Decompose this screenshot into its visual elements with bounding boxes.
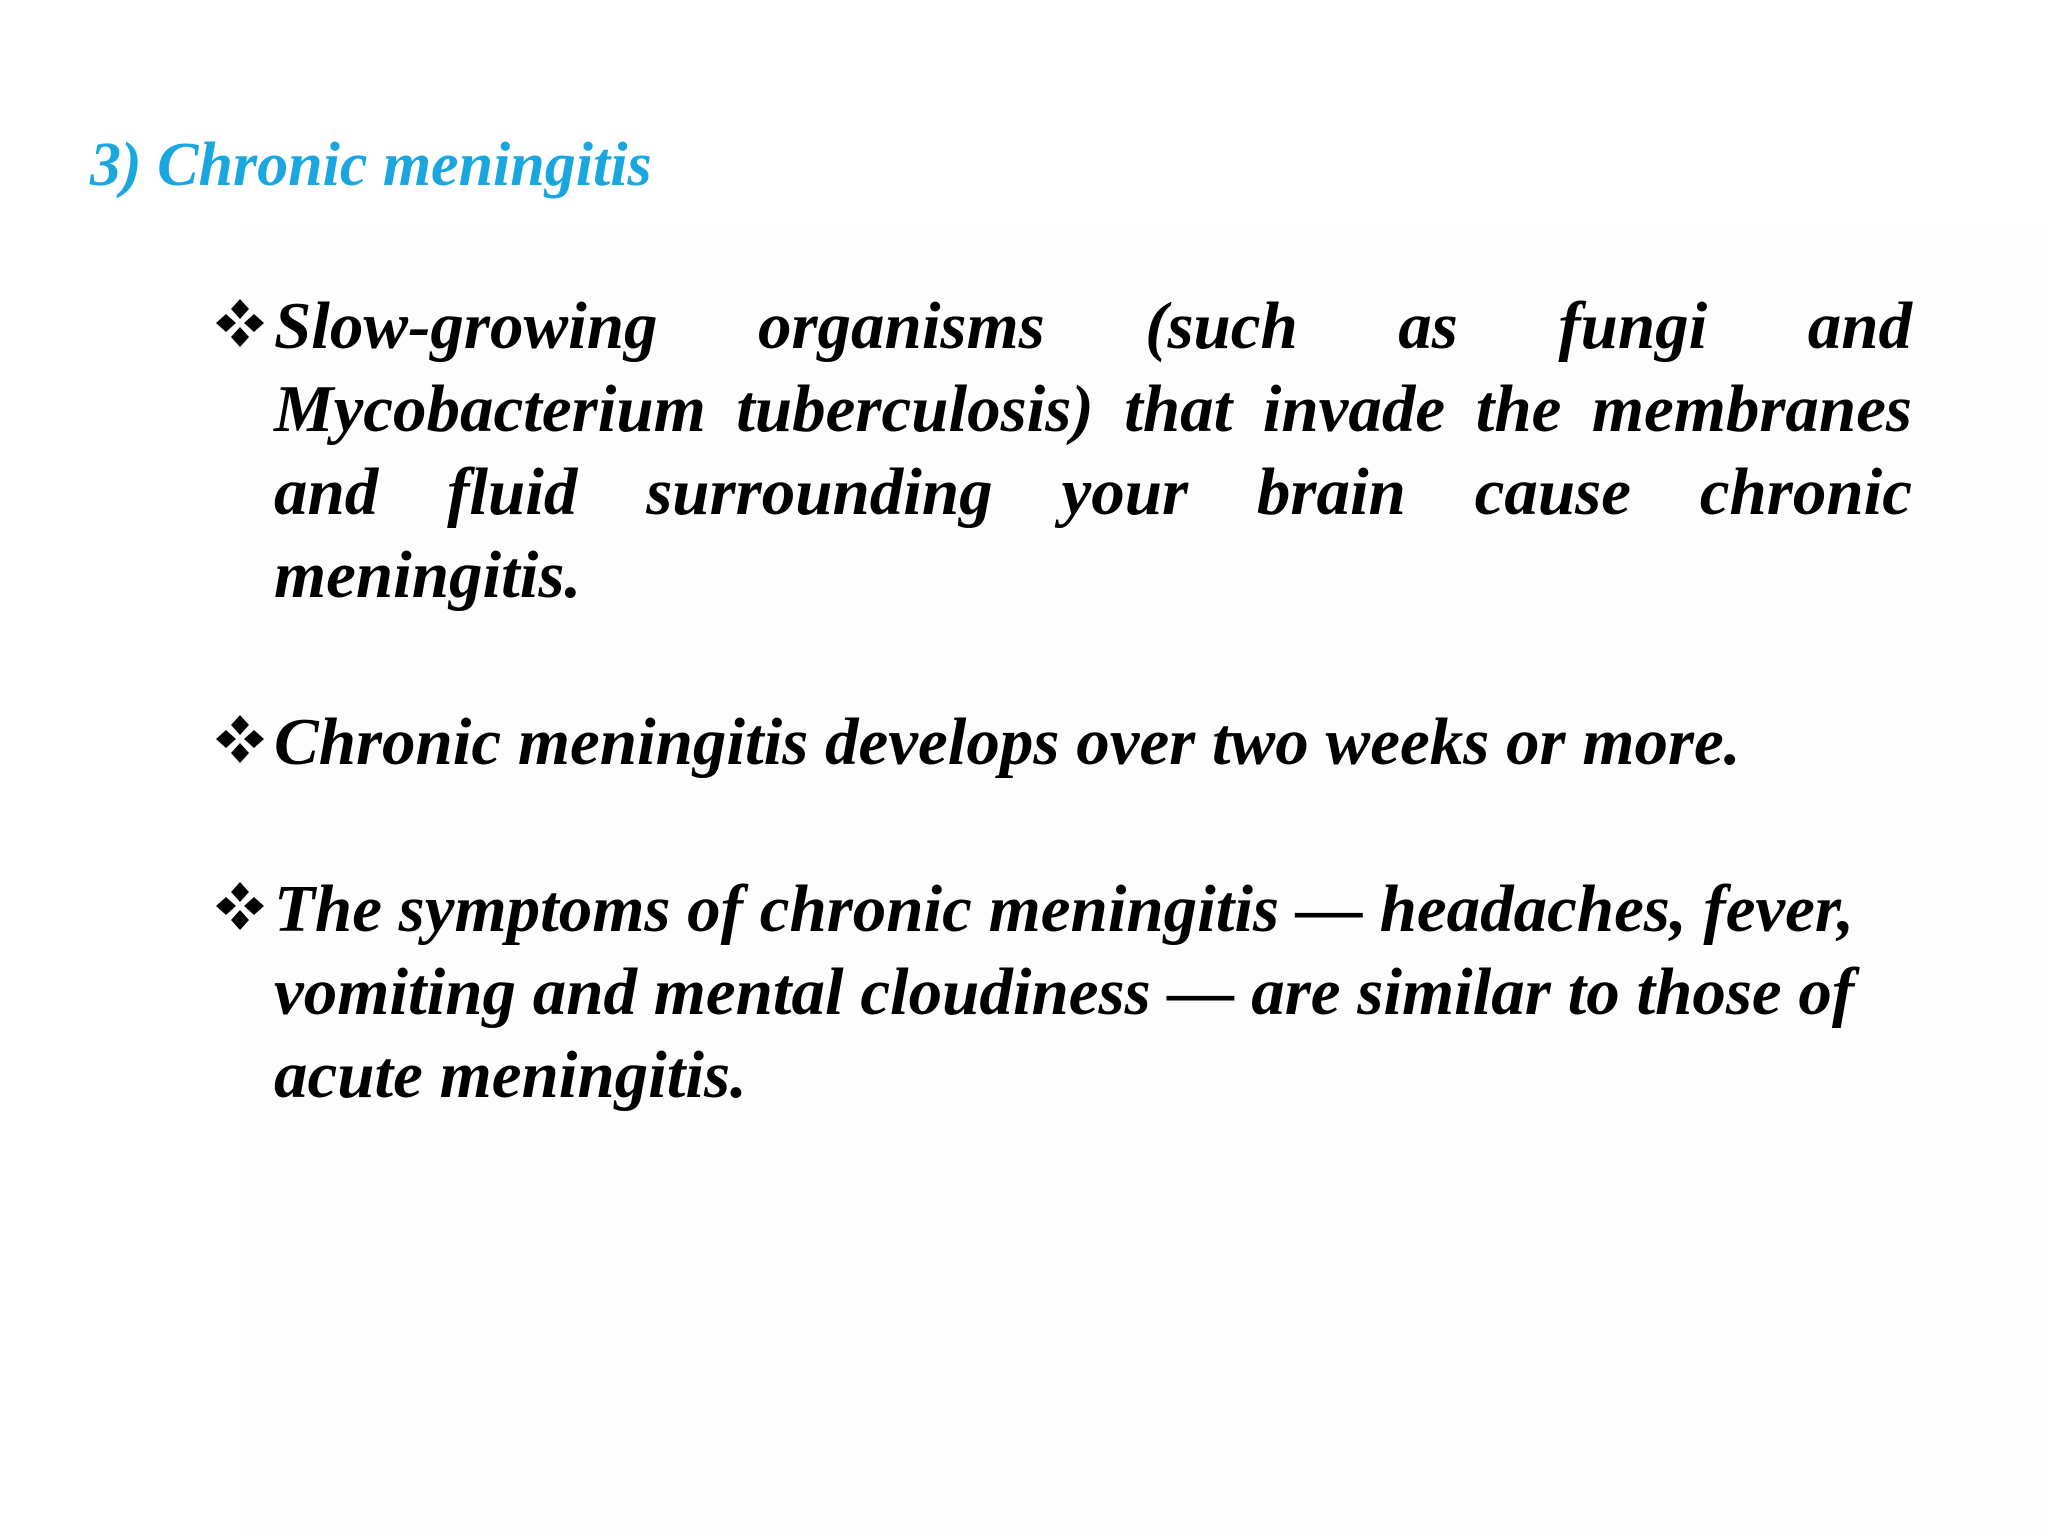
bullet-text: Slow-growing organisms (such as fungi and Mycobacterium tuberculosis) that invade the membranes and fluid surrounding your brain cause chronic meningitis. <box>274 289 1912 612</box>
slide-title: 3) Chronic meningitis <box>90 131 652 199</box>
four-diamond-bullet-icon <box>212 295 268 351</box>
bullet-item <box>212 701 1912 784</box>
bullet-item <box>212 868 1912 1117</box>
bullet-text: Chronic meningitis develops over two weeks or more. <box>274 705 1741 779</box>
bullet-item <box>212 285 1912 617</box>
bullet-list <box>212 285 1912 1201</box>
four-diamond-bullet-icon <box>212 878 268 934</box>
bullet-text: The symptoms of chronic meningitis — headaches, fever, vomiting and mental cloudiness — are similar to those of acute meningitis. <box>274 872 1855 1112</box>
four-diamond-bullet-icon <box>212 711 268 767</box>
